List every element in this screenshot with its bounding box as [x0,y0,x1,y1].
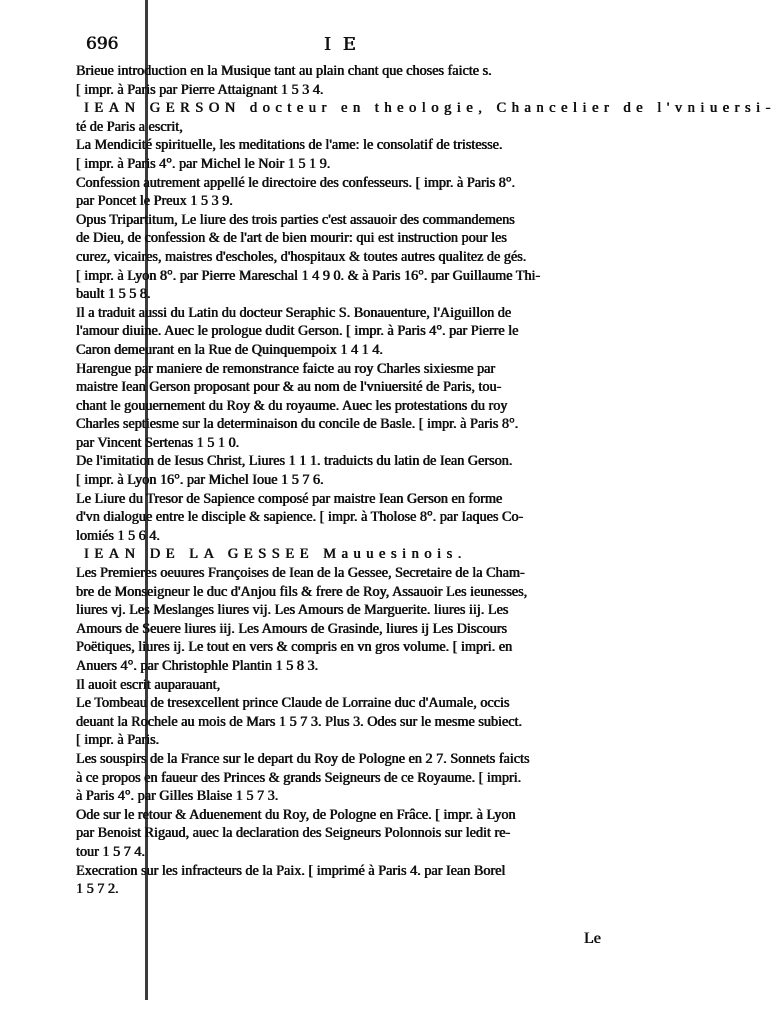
text-line: bre de Monseigneur le duc d'Anjou fils & frere de Roy, Assauoir Les ieunesses, [76,583,528,600]
text-line: Il a traduit aussi du Latin du docteur Seraphic S. Bonauenture, l'Aiguillon de [76,304,512,321]
text-line: Confession autrement appellé le directoire des confesseurs. [ impr. à Paris 8°. [76,174,516,191]
text-line: curez, vicaires, maistres d'escholes, d'hospitaux & toutes autres qualitez de gés. [76,248,527,265]
text-line: Les Premieres oeuures Françoises de Iean de la Gessee, Secretaire de la Cham- [76,565,525,582]
text-line: Poëtiques, liures ij. Le tout en vers & compris en vn gros volume. [ impri. en [76,639,513,656]
text-line: d'vn dialogue entre le disciple & sapience. [ impr. à Tholose 8°. par Iaques Co- [76,509,524,526]
text-line: Le Tombeau de tresexcellent prince Claude de Lorraine duc d'Aumale, occis [76,695,510,712]
text-line: lomiés 1 5 6 4. [76,527,160,544]
text-line: Charles septiesme sur la determinaison du concile de Basle. [ impr. à Paris 8°. [76,416,519,433]
text-line: Brieue introduction en la Musique tant au plain chant que choses faicte s. [76,63,492,79]
text-line: Ode sur le retour & Aduenement du Roy, de Pologne en Frâce. [ impr. à Lyon [76,806,516,823]
text-line: tour 1 5 7 4. [76,843,145,860]
catchword: Le [584,930,601,947]
text-line: liures vj. Les Meslanges liures vij. Les Amours de Marguerite. liures iij. Les [76,602,509,619]
text-line: Amours de Seuere liures iij. Les Amours de Grasinde, liures ij Les Discours [76,620,508,637]
text-line: [ impr. à Paris 4°. par Michel le Noir 1 5 1 9. [76,155,331,172]
text-line: Les souspirs de la France sur le depart du Roy de Pologne en 2 7. Sonnets faicts [76,750,530,767]
text-line: [ impr. à Paris par Pierre Attaignant 1 5 3 4. [76,81,324,98]
text-line: Execration sur les infracteurs de la Paix. [ imprimé à Paris 4. par Iean Borel [76,862,506,879]
text-line: par Poncet le Preux 1 5 3 9. [76,193,233,210]
text-line: té de Paris a escrit, [76,118,183,135]
text-line: Caron demeurant en la Rue de Quinquempoix 1 4 1 4. [76,341,383,358]
text-line: maistre Iean Gerson proposant pour & au nom de l'vniuersité de Paris, tou- [76,379,502,396]
text-line: [ impr. à Paris. [76,732,160,749]
text-line: deuant la Rochele au mois de Mars 1 5 7 3. Plus 3. Odes sur le mesme subiect. [76,713,523,730]
text-line: à ce propos en faueur des Princes & grands Seigneurs de ce Royaume. [ impri. [76,769,522,786]
text-line: Le Liure du Tresor de Sapience composé par maistre Iean Gerson en forme [76,490,503,507]
text-line: De l'imitation de Iesus Christ, Liures 1 1 1. traduicts du latin de Iean Gerson. [76,453,513,470]
page-header [0,34,696,62]
author-heading: IEAN DE LA GESSEE Mauuesinois. [84,546,467,563]
text-line: Opus Tripartitum, Le liure des trois parties c'est assauoir des commandemens [76,211,515,228]
text-line: La Mendicité spirituelle, les meditations de l'ame: le consolatif de tristesse. [76,137,503,154]
text-line: Il auoit escrit auparauant, [76,676,221,693]
text-line: par Benoist Rigaud, auec la declaration des Seigneurs Polonnois sur ledit re- [76,825,511,842]
text-line: bault 1 5 5 8. [76,286,151,303]
text-line: [ impr. à Lyon 16°. par Michel Ioue 1 5 7 6. [76,472,324,489]
text-line: 1 5 7 2. [76,881,119,898]
text-line: à Paris 4°. par Gilles Blaise 1 5 7 3. [76,788,279,805]
body-text [76,62,776,899]
text-line: Anuers 4°. par Christophle Plantin 1 5 8 3. [76,658,319,674]
text-line: Harengue par maniere de remonstrance faicte au roy Charles sixiesme par [76,360,496,377]
text-line: l'amour diuine. Auec le prologue dudit Gerson. [ impr. à Paris 4°. par Pierre le [76,323,519,340]
page-number: 696 [86,34,119,54]
running-head: I E [324,34,359,55]
text-line: par Vincent Sertenas 1 5 1 0. [76,434,240,451]
text-line: [ impr. à Lyon 8°. par Pierre Mareschal 1 4 9 0. & à Paris 16°. par Guillaume Thi- [76,267,541,284]
text-line: chant le gouuernement du Roy & du royaume. Auec les protestations du roy [76,397,508,414]
text-line: de Dieu, de confession & de l'art de bien mourir: qui est instruction pour les [76,230,507,247]
author-heading: IEAN GERSON docteur en theologie, Chancelier de l'vniuersi- [84,100,776,117]
